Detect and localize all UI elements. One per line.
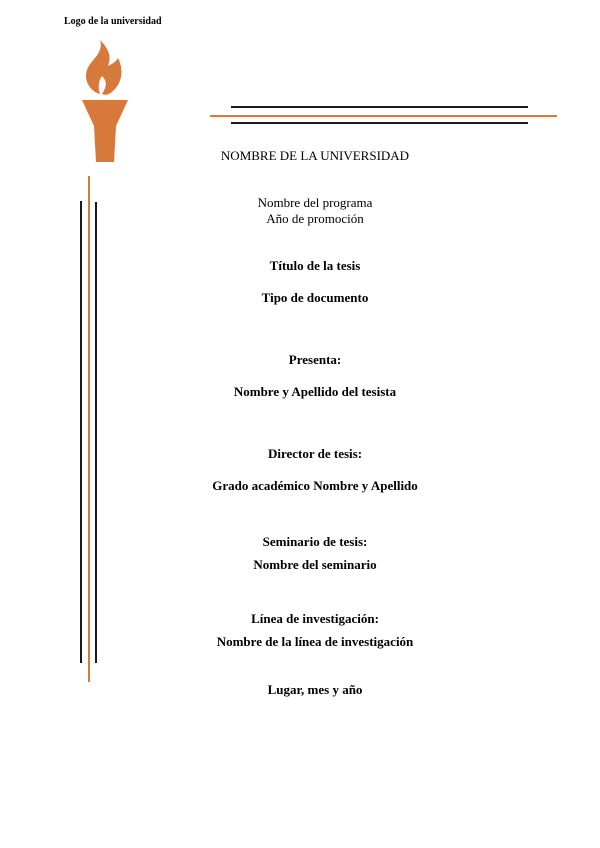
- seminar-name: Nombre del seminario: [253, 557, 377, 572]
- top-orange-line: [210, 115, 557, 117]
- document-type: Tipo de documento: [261, 290, 369, 305]
- promotion-year: Año de promoción: [266, 211, 364, 226]
- presenter-name: Nombre y Apellido del tesista: [233, 384, 397, 399]
- right-black-vline: [95, 202, 97, 663]
- research-line-name: Nombre de la línea de investigación: [216, 634, 414, 649]
- presenter-label: Presenta:: [288, 352, 342, 367]
- seminar-label: Seminario de tesis:: [262, 534, 368, 549]
- bottom-black-line: [231, 122, 528, 124]
- torch-icon: [78, 38, 132, 166]
- place-date: Lugar, mes y año: [267, 682, 363, 697]
- director-label: Director de tesis:: [267, 446, 363, 461]
- university-name: NOMBRE DE LA UNIVERSIDAD: [220, 148, 410, 163]
- center-orange-vline: [88, 176, 90, 682]
- thesis-title: Título de la tesis: [269, 258, 361, 273]
- research-line-label: Línea de investigación:: [251, 611, 379, 626]
- director-name: Grado académico Nombre y Apellido: [212, 478, 418, 493]
- top-black-line: [231, 106, 528, 108]
- left-black-vline: [80, 201, 82, 663]
- logo-label: Logo de la universidad: [64, 16, 162, 27]
- program-name: Nombre del programa: [257, 195, 373, 210]
